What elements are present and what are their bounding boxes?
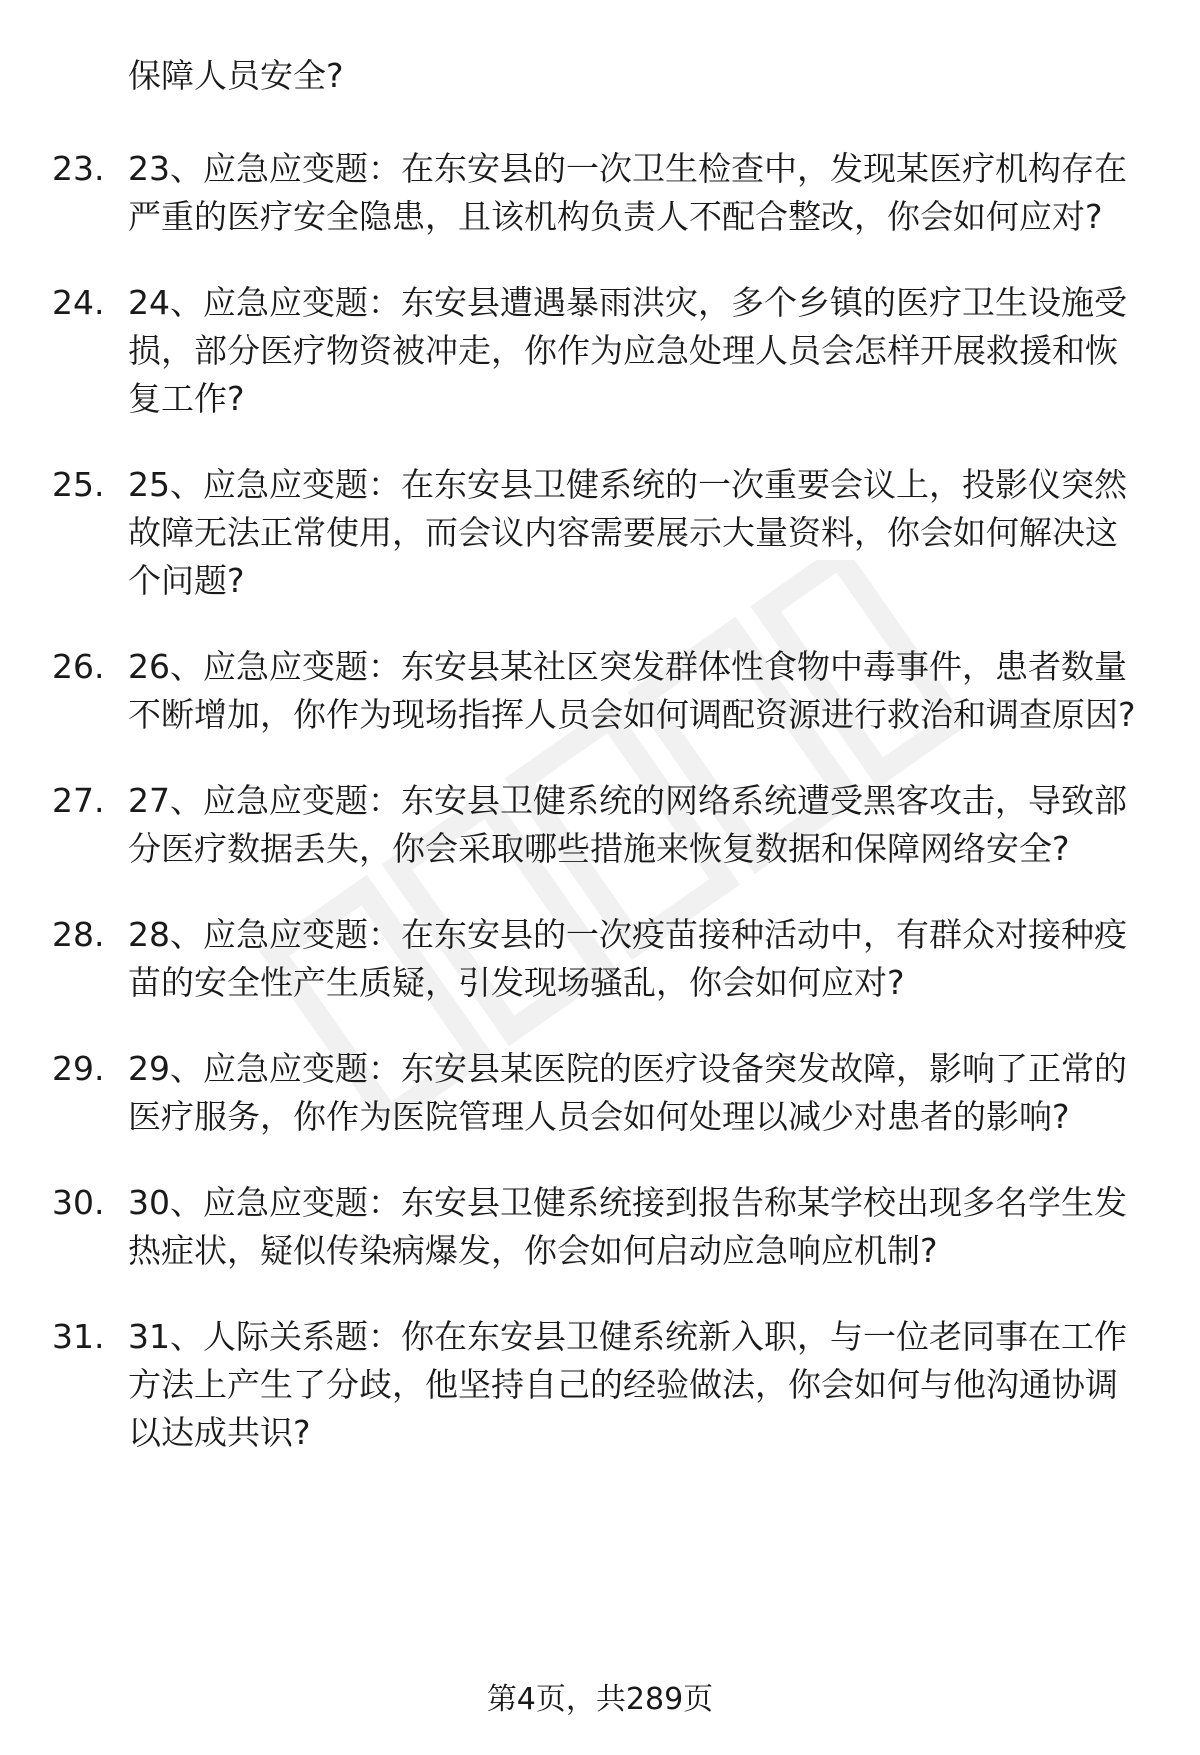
- question-number: 28.: [52, 915, 105, 954]
- question-text: 27、应急应变题：东安县卫健系统的网络系统遭受黑客攻击，导致部分医疗数据丢失，你会采取哪些措施来恢复数据和保障网络安全?: [128, 781, 1127, 868]
- question-text: 26、应急应变题：东安县某社区突发群体性食物中毒事件，患者数量不断增加，你作为现场指挥人员会如何调配资源进行救治和调查原因?: [128, 647, 1136, 734]
- question-number: 30.: [52, 1183, 105, 1222]
- question-number: 25.: [52, 465, 105, 504]
- question-number: 31.: [52, 1317, 105, 1356]
- question-item-30: [0, 1179, 1148, 1275]
- question-text: 25、应急应变题：在东安县卫健系统的一次重要会议上，投影仪突然故障无法正常使用，而会议内容需要展示大量资料，你会如何解决这个问题?: [128, 465, 1127, 600]
- question-item-23: [0, 145, 1148, 241]
- question-text: 24、应急应变题：东安县遭遇暴雨洪灾，多个乡镇的医疗卫生设施受损，部分医疗物资被冲走，你作为应急处理人员会怎样开展救援和恢复工作?: [128, 283, 1127, 418]
- question-item-31: [0, 1313, 1148, 1457]
- question-number: 29.: [52, 1049, 105, 1088]
- question-item-27: [0, 777, 1148, 873]
- question-number: 23.: [52, 149, 105, 188]
- question-text: 28、应急应变题：在东安县的一次疫苗接种活动中，有群众对接种疫苗的安全性产生质疑，引发现场骚乱，你会如何应对?: [128, 915, 1127, 1002]
- continuation-text: 保障人员安全?: [128, 56, 344, 95]
- question-item-24: [0, 279, 1148, 423]
- question-text: 29、应急应变题：东安县某医院的医疗设备突发故障，影响了正常的医疗服务，你作为医院管理人员会如何处理以减少对患者的影响?: [128, 1049, 1127, 1136]
- question-number: 26.: [52, 647, 105, 686]
- question-list: [0, 145, 1200, 1495]
- question-number: 27.: [52, 781, 105, 820]
- question-item-28: [0, 911, 1148, 1007]
- question-item-26: [0, 643, 1148, 739]
- question-text: 30、应急应变题：东安县卫健系统接到报告称某学校出现多名学生发热症状，疑似传染病爆发，你会如何启动应急响应机制?: [128, 1183, 1127, 1270]
- question-item-29: [0, 1045, 1148, 1141]
- question-text: 31、人际关系题：你在东安县卫健系统新入职，与一位老同事在工作方法上产生了分歧，他坚持自己的经验做法，你会如何与他沟通协调以达成共识?: [128, 1317, 1127, 1452]
- question-item-25: [0, 461, 1148, 605]
- question-number: 24.: [52, 283, 105, 322]
- page-footer: 第4页，共289页: [486, 1682, 714, 1717]
- question-text: 23、应急应变题：在东安县的一次卫生检查中，发现某医疗机构存在严重的医疗安全隐患，且该机构负责人不配合整改，你会如何应对?: [128, 149, 1127, 236]
